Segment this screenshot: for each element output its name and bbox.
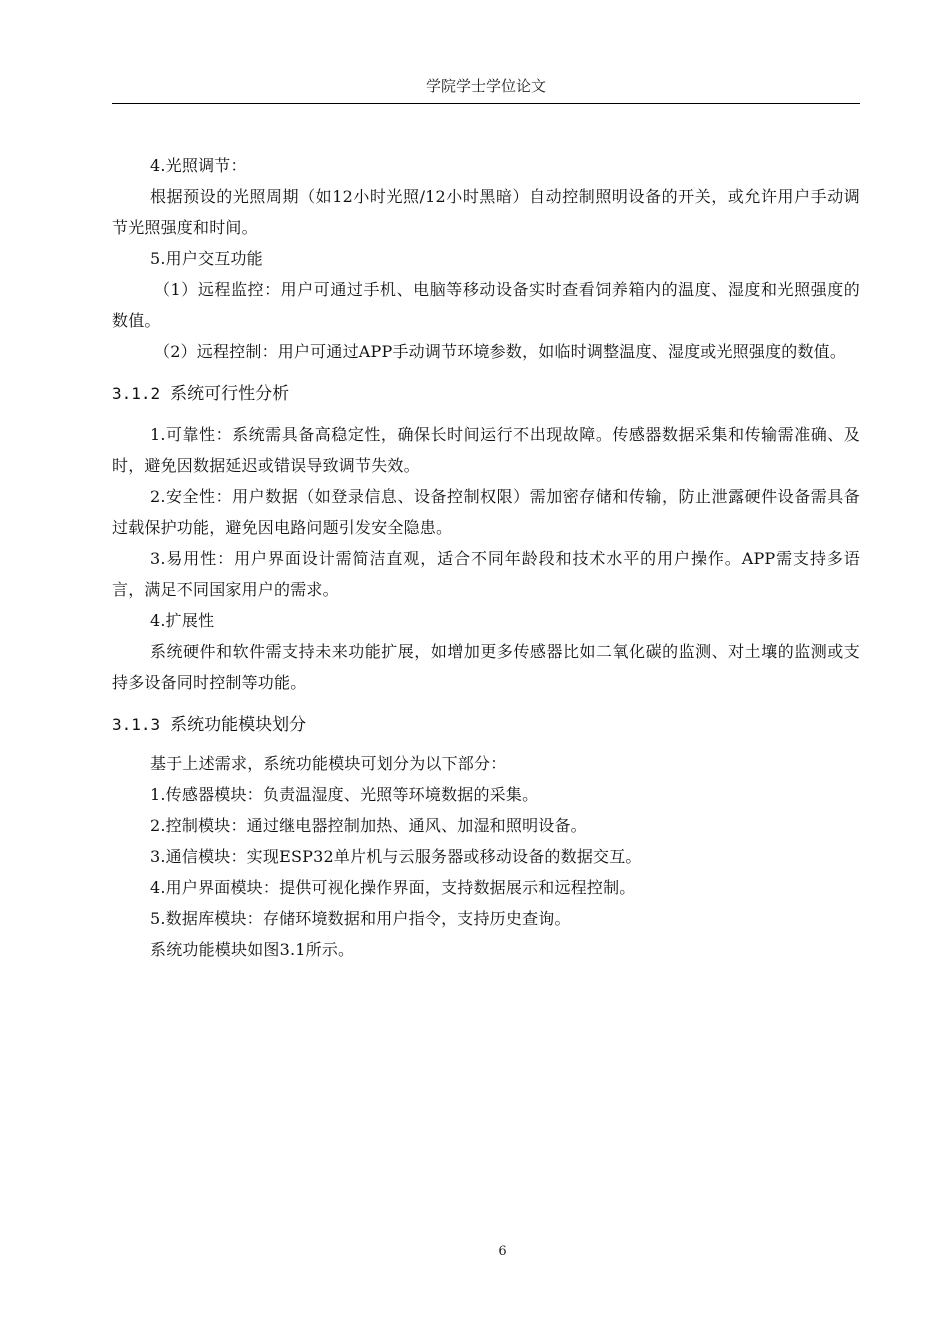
feasibility-item: 1.可靠性：系统需具备高稳定性，确保长时间运行不出现故障。传感器数据采集和传输需准确、及时，避免因数据延迟或错误导致调节失效。: [112, 425, 860, 475]
extensibility-text: 系统硬件和软件需支持未来功能扩展，如增加更多传感器比如二氧化碳的监测、对土壤的监测或支持多设备同时控制等功能。: [112, 642, 860, 692]
module-item: 1.传感器模块：负责温湿度、光照等环境数据的采集。: [150, 785, 539, 804]
module-item: 2.控制模块：通过继电器控制加热、通风、加湿和照明设备。: [150, 816, 587, 835]
section-heading-3-1-3: [112, 712, 860, 738]
section-heading-3-1-2: [112, 381, 860, 407]
header-divider: [112, 103, 860, 104]
feasibility-item: 3.易用性：用户界面设计需简洁直观，适合不同年龄段和技术水平的用户操作。APP需支持多语言，满足不同国家用户的需求。: [112, 549, 860, 599]
section-number: 3.1.2: [112, 384, 161, 403]
remote-monitor-text: （1）远程监控：用户可通过手机、电脑等移动设备实时查看饲养箱内的温度、湿度和光照强度的数值。: [112, 280, 860, 330]
user-interaction-title: 5.用户交互功能: [150, 249, 263, 268]
module-item: 5.数据库模块：存储环境数据和用户指令，支持历史查询。: [150, 909, 571, 928]
page-content: [112, 150, 860, 965]
feasibility-item: 2.安全性：用户数据（如登录信息、设备控制权限）需加密存储和传输，防止泄露硬件设备需具备过载保护功能，避免因电路问题引发安全隐患。: [112, 487, 860, 537]
module-item: 4.用户界面模块：提供可视化操作界面，支持数据展示和远程控制。: [150, 878, 636, 897]
figure-reference: 系统功能模块如图3.1所示。: [150, 940, 355, 959]
section-title: 系统功能模块划分: [170, 715, 307, 735]
section-title: 系统可行性分析: [170, 384, 290, 404]
light-control-text: 根据预设的光照周期（如12小时光照/12小时黑暗）自动控制照明设备的开关，或允许用户手动调节光照强度和时间。: [112, 187, 860, 237]
page-header-title: 学院学士学位论文: [425, 77, 546, 95]
extensibility-title: 4.扩展性: [150, 611, 215, 630]
section-number: 3.1.3: [112, 715, 161, 734]
module-item: 3.通信模块：实现ESP32单片机与云服务器或移动设备的数据交互。: [150, 847, 642, 866]
modules-intro: 基于上述需求，系统功能模块可划分为以下部分：: [150, 754, 507, 773]
page-number: 6: [498, 1244, 507, 1259]
remote-control-text: （2）远程控制：用户可通过APP手动调节环境参数，如临时调整温度、湿度或光照强度的数值。: [154, 342, 847, 361]
light-control-title: 4.光照调节：: [150, 156, 247, 175]
